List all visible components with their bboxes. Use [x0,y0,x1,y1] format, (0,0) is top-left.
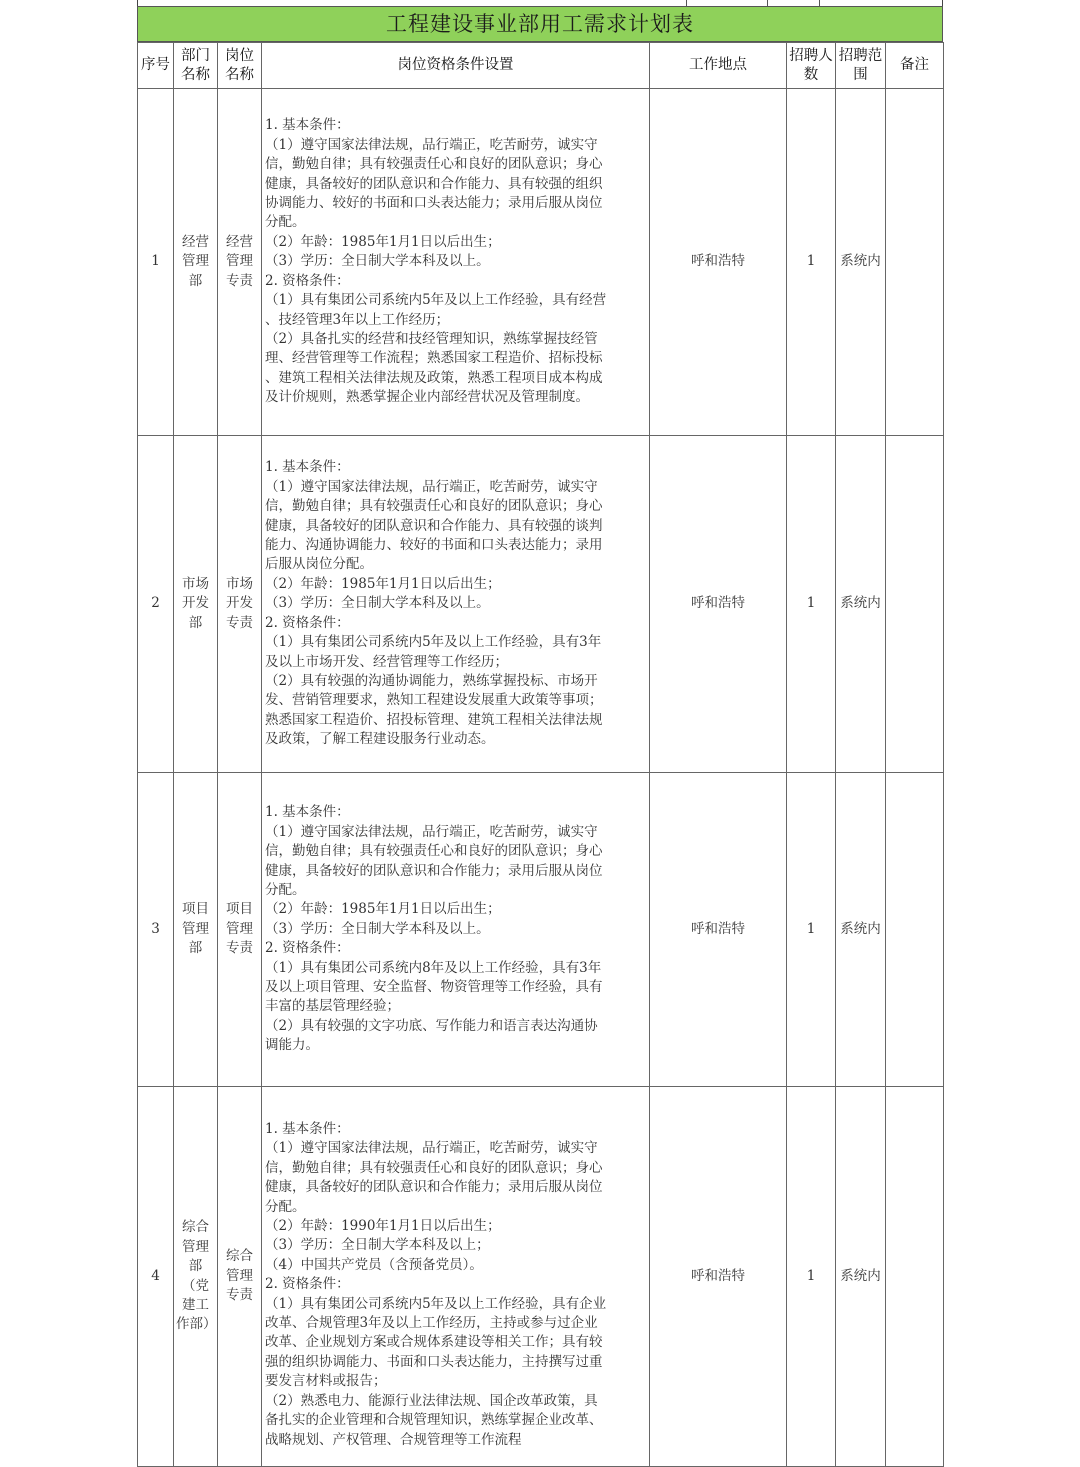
req-line: 后服从岗位分配。 [265,556,373,573]
req-line: 熟悉国家工程造价、招投标管理、建筑工程相关法律法规 [265,711,603,728]
req-line: （3）学历：全日制大学本科及以上。 [265,920,490,937]
req-line: 备扎实的企业管理和合规管理知识，熟练掌握企业改革、 [265,1412,603,1429]
table-row [138,89,944,436]
req-line: （2）具备扎实的经营和技经管理知识，熟练掌握技经管 [265,330,598,347]
req-line: 2. 资格条件： [265,614,350,631]
header-dept: 部门名称 [174,43,218,89]
cell-remark [886,1087,944,1467]
req-line: （2）年龄：1990年1月1日以后出生； [265,1218,501,1235]
req-line: 战略规划、产权管理、合规管理等工作流程 [265,1431,522,1448]
req-line: 1. 基本条件： [265,804,350,821]
req-line: 要发言材料或报告； [265,1373,387,1390]
req-line: 、技经管理3年以上工作经历； [265,311,450,328]
table-row [138,436,944,773]
req-line: （4）中国共产党员（含预备党员）。 [265,1256,483,1273]
req-line: 1. 基本条件： [265,459,350,476]
req-line: 健康，具备较好的团队意识和合作能力、具有较强的组织 [265,175,603,192]
cell-dept: 综合管理部（党建工作部） [174,1087,218,1467]
cell-scope: 系统内 [836,89,886,436]
cell-dept: 经营管理部 [174,89,218,436]
req-line: 2. 资格条件： [265,1276,350,1293]
cell-count: 1 [787,773,836,1087]
cell-requirements [262,1087,650,1467]
req-line: 2. 资格条件： [265,940,350,957]
req-line: 分配。 [265,1198,306,1215]
req-line: 1. 基本条件： [265,117,350,134]
cell-seq: 4 [138,1087,174,1467]
req-line: 分配。 [265,214,306,231]
req-line: 健康，具备较好的团队意识和合作能力；录用后服从岗位 [265,862,603,879]
req-line: （2）年龄：1985年1月1日以后出生； [265,575,501,592]
cell-seq: 2 [138,436,174,773]
req-line: 及以上市场开发、经营管理等工作经历； [265,653,508,670]
header-scope: 招聘范围 [836,43,886,89]
req-line: 发、营销管理要求，熟知工程建设发展重大政策等事项； [265,692,603,709]
req-line: （2）年龄：1985年1月1日以后出生； [265,233,501,250]
cell-count: 1 [787,1087,836,1467]
cell-post: 经营管理专责 [218,89,262,436]
cell-location: 呼和浩特 [650,89,787,436]
req-line: 及计价规则，熟悉掌握企业内部经营状况及管理制度。 [265,389,589,406]
req-line: （2）具有较强的沟通协调能力，熟练掌握投标、市场开 [265,672,598,689]
req-line: 分配。 [265,881,306,898]
cell-remark [886,89,944,436]
req-line: 2. 资格条件： [265,272,350,289]
req-line: （1）具有集团公司系统内5年及以上工作经验，具有经营 [265,292,607,309]
req-line: 改革、企业规划方案或合规体系建设等相关工作；具有较 [265,1334,603,1351]
req-line: 1. 基本条件： [265,1121,350,1137]
page-title: 工程建设事业部用工需求计划表 [137,6,943,42]
req-line: 能力、沟通协调能力、较好的书面和口头表达能力；录用 [265,537,603,554]
req-line: 强的组织协调能力、书面和口头表达能力，主持撰写过重 [265,1353,603,1370]
cell-requirements [262,89,650,436]
cell-dept: 项目管理部 [174,773,218,1087]
req-line: 健康，具备较好的团队意识和合作能力；录用后服从岗位 [265,1179,603,1196]
header-requirements: 岗位资格条件设置 [262,43,650,89]
cell-location: 呼和浩特 [650,436,787,773]
req-line: 信，勤勉自律；具有较强责任心和良好的团队意识；身心 [265,498,603,515]
req-line: （2）熟悉电力、能源行业法律法规、国企改革政策，具 [265,1392,598,1409]
cell-post: 综合管理专责 [218,1087,262,1467]
req-line: （1）遵守国家法律法规，品行端正，吃苦耐劳，诚实守 [265,823,598,840]
req-line: （3）学历：全日制大学本科及以上。 [265,595,490,612]
header-location: 工作地点 [650,43,787,89]
req-line: 及以上项目管理、安全监督、物资管理等工作经验，具有 [265,979,603,996]
cell-post: 项目管理专责 [218,773,262,1087]
cell-remark [886,436,944,773]
cell-seq: 3 [138,773,174,1087]
header-seq: 序号 [138,43,174,89]
req-line: （1）具有集团公司系统内8年及以上工作经验，具有3年 [265,959,602,976]
cell-scope: 系统内 [836,436,886,773]
req-line: （2）年龄：1985年1月1日以后出生； [265,901,501,918]
header-remark: 备注 [886,43,944,89]
table-row [138,1087,944,1467]
header-count: 招聘人数 [787,43,836,89]
cell-requirements [262,773,650,1087]
req-line: （1）具有集团公司系统内5年及以上工作经验，具有企业 [265,1295,607,1312]
cell-location: 呼和浩特 [650,773,787,1087]
req-line: 调能力。 [265,1037,319,1054]
req-line: （3）学历：全日制大学本科及以上； [265,1237,490,1254]
cell-requirements [262,436,650,773]
req-line: 信，勤勉自律；具有较强责任心和良好的团队意识；身心 [265,1159,603,1176]
cell-seq: 1 [138,89,174,436]
table-row [138,773,944,1087]
cell-dept: 市场开发部 [174,436,218,773]
req-line: 健康，具备较好的团队意识和合作能力、具有较强的谈判 [265,517,603,534]
header-post: 岗位名称 [218,43,262,89]
cell-remark [886,773,944,1087]
req-line: （1）遵守国家法律法规，品行端正，吃苦耐劳，诚实守 [265,1140,598,1157]
cell-scope: 系统内 [836,1087,886,1467]
cell-count: 1 [787,89,836,436]
req-line: （2）具有较强的文字功底、写作能力和语言表达沟通协 [265,1017,598,1034]
req-line: 丰富的基层管理经验； [265,998,400,1015]
req-line: （1）具有集团公司系统内5年及以上工作经验，具有3年 [265,634,602,651]
req-line: （1）遵守国家法律法规，品行端正，吃苦耐劳，诚实守 [265,478,598,495]
req-line: 信，勤勉自律；具有较强责任心和良好的团队意识；身心 [265,843,603,860]
req-line: 改革、合规管理3年及以上工作经历，主持或参与过企业 [265,1315,598,1332]
cell-scope: 系统内 [836,773,886,1087]
cell-post: 市场开发专责 [218,436,262,773]
req-line: 理、经营管理等工作流程；熟悉国家工程造价、招标投标 [265,350,603,367]
recruitment-table [137,42,944,1467]
req-line: 协调能力、较好的书面和口头表达能力；录用后服从岗位 [265,195,603,212]
req-line: （1）遵守国家法律法规，品行端正，吃苦耐劳，诚实守 [265,136,598,153]
req-line: 及政策，了解工程建设服务行业动态。 [265,731,495,748]
req-line: （3）学历：全日制大学本科及以上。 [265,253,490,270]
req-line: 信，勤勉自律；具有较强责任心和良好的团队意识；身心 [265,156,603,173]
cell-count: 1 [787,436,836,773]
header-row [138,43,944,89]
cell-location: 呼和浩特 [650,1087,787,1467]
req-line: 、建筑工程相关法律法规及政策，熟悉工程项目成本构成 [265,369,603,386]
